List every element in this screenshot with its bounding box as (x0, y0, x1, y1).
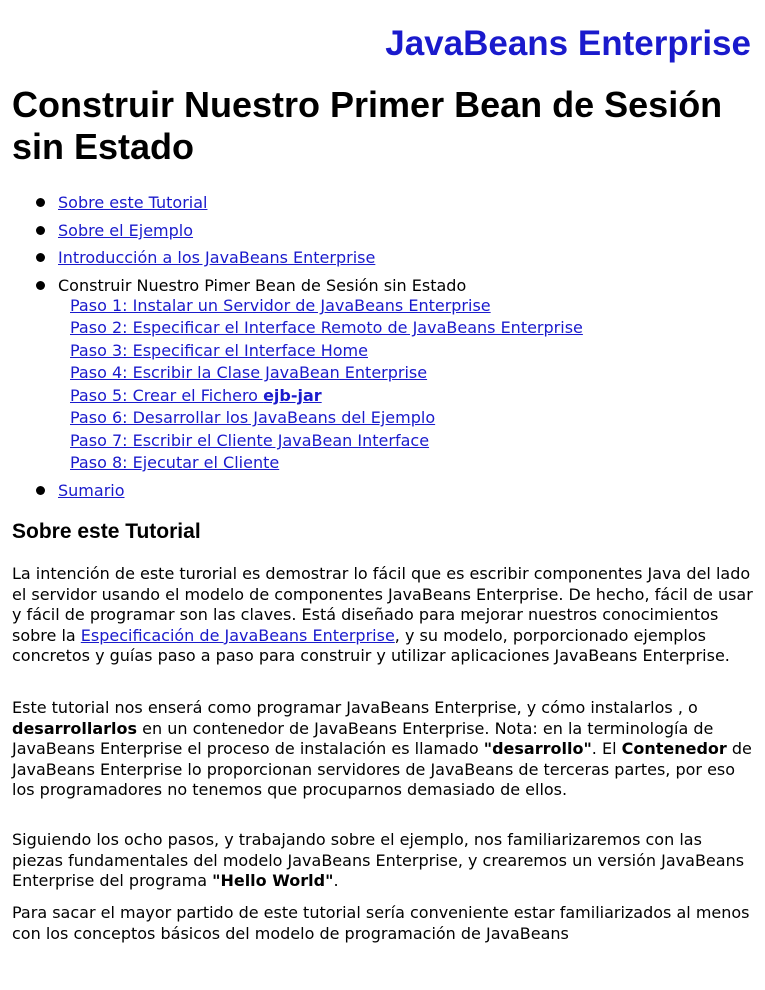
toc-item-introduccion (36, 247, 375, 269)
toc-label-construir: Construir Nuestro Pimer Bean de Sesión sin Estado (58, 276, 467, 295)
site-title: JavaBeans Enterprise (385, 24, 751, 63)
paragraph-2-bold-b: "desarrollo" (483, 739, 592, 758)
bullet-icon (36, 253, 45, 262)
bullet-icon (36, 198, 45, 207)
toc-item-sumario (36, 480, 125, 502)
paragraph-3-text-a: Siguiendo los ocho pasos, y trabajando sobre el ejemplo, nos familiarizaremos con las piezas fundamentales del modelo JavaBeans Enterprise, y crearemos un versión JavaBeans Enterprise del programa (12, 830, 745, 890)
paragraph-3-bold-a: "Hello World" (212, 871, 334, 890)
paragraph-3-text-b: . (333, 871, 339, 890)
toc-step-5[interactable] (70, 385, 322, 407)
paragraph-2-text-b: en un contenedor de JavaBeans Enterprise. Nota: en la terminología de JavaBeans Enterprise el proceso de instalación es llamado (12, 718, 714, 758)
paragraph-2-bold-c: Contenedor (621, 739, 727, 758)
toc-item-sobre-tutorial (36, 192, 207, 214)
toc-step-3[interactable]: Paso 3: Especificar el Interface Home (70, 341, 368, 360)
page-title: Construir Nuestro Primer Bean de Sesión sin Estado (12, 84, 723, 167)
paragraph-2-text-c: . El (591, 739, 622, 758)
toc-step-1[interactable]: Paso 1: Instalar un Servidor de JavaBeans Enterprise (70, 296, 491, 315)
toc-step-7[interactable]: Paso 7: Escribir el Cliente JavaBean Interface (70, 431, 430, 450)
paragraph-1-text-b: , y su modelo, porporcionado ejemplos concretos y guías paso a paso para construir y utilizar aplicaciones JavaBeans Enterprise. (12, 625, 730, 665)
toc-item-sobre-ejemplo (36, 220, 193, 242)
paragraph-2-bold-a: desarrollarlos (12, 718, 138, 738)
toc-link-sumario[interactable]: Sumario (58, 481, 125, 500)
paragraph-1-text-a: La intención de este turorial es demostrar lo fácil que es escribir componentes Java del lado el servidor usando el modelo de componentes JavaBeans Enterprise. De hecho, fácil de usar y fácil de programar son las claves. Está diseñado para mejorar nuestros conocimientos sobre la (12, 564, 753, 645)
toc-step-5-text: Paso 5: Crear el Fichero (70, 386, 264, 405)
paragraph-2-text-d: de JavaBeans Enterprise lo proporcionan servidores de JavaBeans de terceras partes, por eso los programadores no tenemos que procuparnos demasiado de ellos. (12, 739, 752, 799)
toc-step-6[interactable]: Paso 6: Desarrollar los JavaBeans del Ejemplo (70, 408, 436, 427)
toc-step-2[interactable]: Paso 2: Especificar el Interface Remoto de JavaBeans Enterprise (70, 318, 583, 337)
toc-step-5-bold: ejb-jar (263, 386, 322, 405)
toc-item-construir (36, 275, 466, 297)
paragraph-3 (12, 830, 754, 892)
spec-link[interactable]: Especificación de JavaBeans Enterprise (80, 625, 395, 645)
section-title: Sobre este Tutorial (12, 520, 201, 543)
bullet-icon (36, 486, 45, 495)
toc-link-introduccion[interactable]: Introducción a los JavaBeans Enterprise (58, 248, 376, 267)
paragraph-4: Para sacar el mayor partido de este tutorial sería conveniente estar familiarizados al menos con los conceptos básicos del modelo de programación de JavaBeans (12, 903, 750, 943)
toc-step-8[interactable]: Paso 8: Ejecutar el Cliente (70, 453, 280, 472)
bullet-icon (36, 226, 45, 235)
bullet-icon (36, 281, 45, 290)
toc-step-4[interactable]: Paso 4: Escribir la Clase JavaBean Enterprise (70, 363, 428, 382)
toc-link-sobre-tutorial[interactable]: Sobre este Tutorial (58, 193, 208, 212)
paragraph-2 (12, 698, 754, 801)
paragraph-2-text-a: Este tutorial nos enserá como programar JavaBeans Enterprise, y cómo instalarlos , o (12, 698, 698, 717)
toc-link-sobre-ejemplo[interactable]: Sobre el Ejemplo (58, 221, 194, 240)
paragraph-1 (12, 564, 754, 667)
